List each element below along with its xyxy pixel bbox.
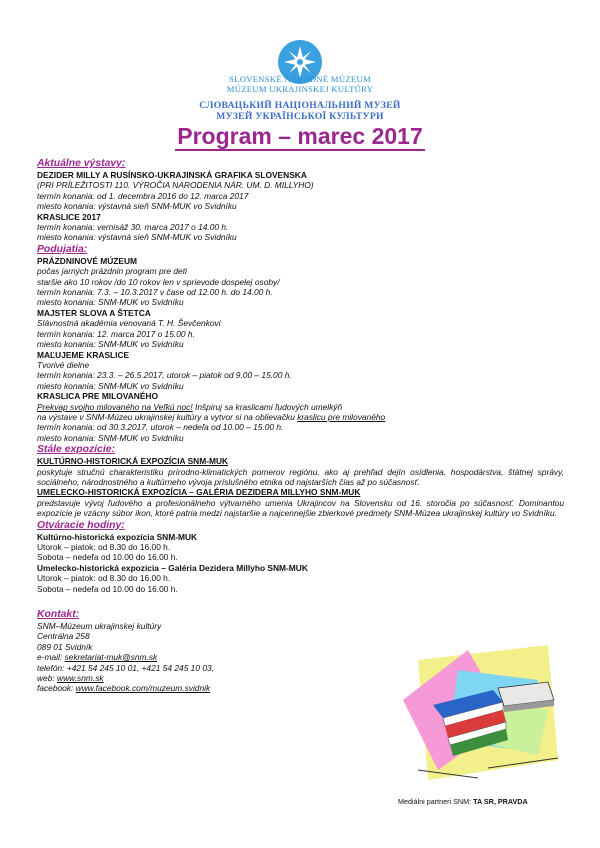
hours-block-2-name: Umelecko-historická expozícia – Galéria Dezidera Millyho SNM-MUK xyxy=(37,562,308,573)
books-clipart-icon xyxy=(398,640,564,790)
contact-web-link[interactable]: www.snm.sk xyxy=(57,673,104,684)
event-1-date: termín konania: 7.3. – 10.3.2017 v čase od 12.00 h. do 14.00 h. xyxy=(37,287,273,298)
event-4-place: miesto konania: SNM-MUK vo Svidníku xyxy=(37,432,184,443)
org-subname-sk: MÚZEUM UKRAJINSKEJ KULTÚRY xyxy=(226,84,374,94)
event-4-desc-2b: kraslicu pre milovaného xyxy=(297,411,386,422)
contact-phone: telefón: +421 54 245 10 01, +421 54 245 10 03, xyxy=(37,662,214,673)
exhibition-1-note: (PRI PRÍLEŽITOSTI 110. VÝROČIA NARODENIA NÁR. UM. D. MILLYHO) xyxy=(37,180,314,191)
section-heading-hours: Otváracie hodiny: xyxy=(37,519,125,531)
event-3-date: termín konania: 23.3. – 26.5.2017, utorok – piatok od 9.00 – 15.00 h. xyxy=(37,370,292,381)
program-content xyxy=(37,157,569,694)
contact-street: Centrálna 258 xyxy=(37,631,90,642)
event-3-desc: Tvorivé dielne xyxy=(37,359,90,370)
contact-facebook-link[interactable]: www.facebook.com/muzeum.svidnik xyxy=(75,683,211,694)
section-heading-events: Podujatia: xyxy=(37,243,88,255)
event-4-desc-2a: na výstave v SNM-Múzeu ukrajinskej kultúry a vytvor si na oblievačku xyxy=(37,411,298,422)
exhibition-2-date: termín konania: vernisáž 30. marca 2017 o 14.00 h. xyxy=(37,222,229,233)
event-3-name: MAĽUJEME KRASLICE xyxy=(37,349,130,360)
event-1-desc-2: staršie ako 10 rokov /do 10 rokov len v sprievode dospelej osoby/ xyxy=(37,276,280,287)
permanent-2-name: UMELECKO-HISTORICKÁ EXPOZÍCIA – GALÉRIA DEZIDERA MILLYHO SNM-MUK xyxy=(37,487,361,498)
contact-city: 089 01 Svidník xyxy=(37,641,93,652)
event-4-desc-2 xyxy=(37,412,569,422)
contact-email-link[interactable]: sekretariat-muk@snm.sk xyxy=(64,652,158,663)
event-2-date: termín konania: 12. marca 2017 o 15.00 h. xyxy=(37,328,195,339)
exhibition-1-place: miesto konania: výstavná sieň SNM-MUK vo Svidníku xyxy=(37,201,237,212)
contact-facebook-label: facebook: xyxy=(37,683,76,694)
media-partners-names: TA SR, PRAVDA xyxy=(473,797,528,806)
section-heading-exhibitions: Aktuálne výstavy: xyxy=(37,158,126,169)
permanent-1-text: poskytuje stručnú charakteristiku prírodno-klimatických pomerov regiónu, ako aj prehľad dejín osídlenia, hospodárstva, štátnej správy, sociálneho, národnostného a kultúrneho vývoja príslušného etnika od najstarších čias až po súčasnosť. xyxy=(37,466,564,487)
media-partners xyxy=(398,797,528,806)
contact-web-label: web: xyxy=(37,673,58,684)
exhibition-2-place: miesto konania: výstavná sieň SNM-MUK vo Svidníku xyxy=(37,232,237,243)
hours-block-1-name: Kultúrno-historická expozícia SNM-MUK xyxy=(37,531,198,542)
contact-org: SNM–Múzeum ukrajinskej kultúry xyxy=(37,621,162,632)
exhibition-1-date: termín konania: od 1. decembra 2016 do 12. marca 2017 xyxy=(37,190,249,201)
event-1-name: PRÁZDNINOVÉ MÚZEUM xyxy=(37,255,138,266)
permanent-1-name: KULTÚRNO-HISTORICKÁ EXPOZÍCIA SNM-MUK xyxy=(37,456,229,467)
page-title: Program – marec 2017 xyxy=(177,123,423,149)
event-1-place: miesto konania: SNM-MUK vo Svidníku xyxy=(37,297,184,308)
org-subname-ua: МУЗЕЙ УКРАЇНСЬКОЇ КУЛЬТУРИ xyxy=(216,111,384,122)
event-2-name: MAJSTER SLOVA A ŠTETCA xyxy=(37,307,151,318)
event-4-desc xyxy=(37,402,569,412)
section-heading-permanent: Stále expozície: xyxy=(37,444,115,456)
contact-email-label: e-mail: xyxy=(37,652,65,663)
hours-block-1-weekday: Utorok – piatok: od 8.30 do 16.00 h. xyxy=(37,542,171,552)
event-4-desc-rest: Inšpiruj sa kraslicami ľudových umelkýň xyxy=(192,401,343,412)
event-1-desc: počas jarných prázdnin program pre deti xyxy=(37,266,187,277)
event-2-desc: Slávnostná akadémia venovaná T. H. Ševčenkovi xyxy=(37,318,221,329)
event-2-place: miesto konania: SNM-MUK vo Svidníku xyxy=(37,339,184,350)
hours-block-2-weekday: Utorok – piatok: od 8.30 do 16.00 h. xyxy=(37,573,171,584)
hours-block-1-weekend: Sobota – nedeľa od 10.00 do 16.00 h. xyxy=(37,552,178,563)
exhibition-2-name: KRASLICE 2017 xyxy=(37,211,101,222)
event-4-name: KRASLICA PRE MILOVANÉHO xyxy=(37,391,158,402)
event-4-slogan: Prekvap svojho milovaného na Veľkú noc! xyxy=(37,401,193,412)
exhibition-1-name: DEZIDER MILLY A RUSÍNSKO-UKRAJINSKÁ GRAFIKA SLOVENSKA xyxy=(37,170,307,180)
media-partners-label: Mediálni partneri SNM: xyxy=(398,797,474,806)
event-3-place: miesto konania: SNM-MUK vo Svidníku xyxy=(37,380,184,391)
org-name-ua: СЛОВАЦЬКИЙ НАЦІОНАЛЬНИЙ МУЗЕЙ xyxy=(199,100,401,111)
hours-block-2-weekend: Sobota – nedeľa od 10.00 do 16.00 h. xyxy=(37,583,178,594)
section-heading-contact: Kontakt: xyxy=(37,609,80,621)
permanent-2-text: predstavuje vývoj ľudového a profesionálneho výtvarného umenia Ukrajincov na Slovensku od 16. storočia po súčasnosť. Dominantou expozície je vzácny súbor ikon, ktoré patria medzi najstaršie a najcennejšie zbierkové predmety SNM-Múzea ukrajinskej kultúry vo Svidníku. xyxy=(37,497,564,519)
org-name-sk: SLOVENSKÉ NÁRODNÉ MÚZEUM xyxy=(229,74,371,84)
event-4-date: termín konania: od 30.3.2017, utorok – nedeľa od 10.00 – 15.00 h. xyxy=(37,422,284,433)
